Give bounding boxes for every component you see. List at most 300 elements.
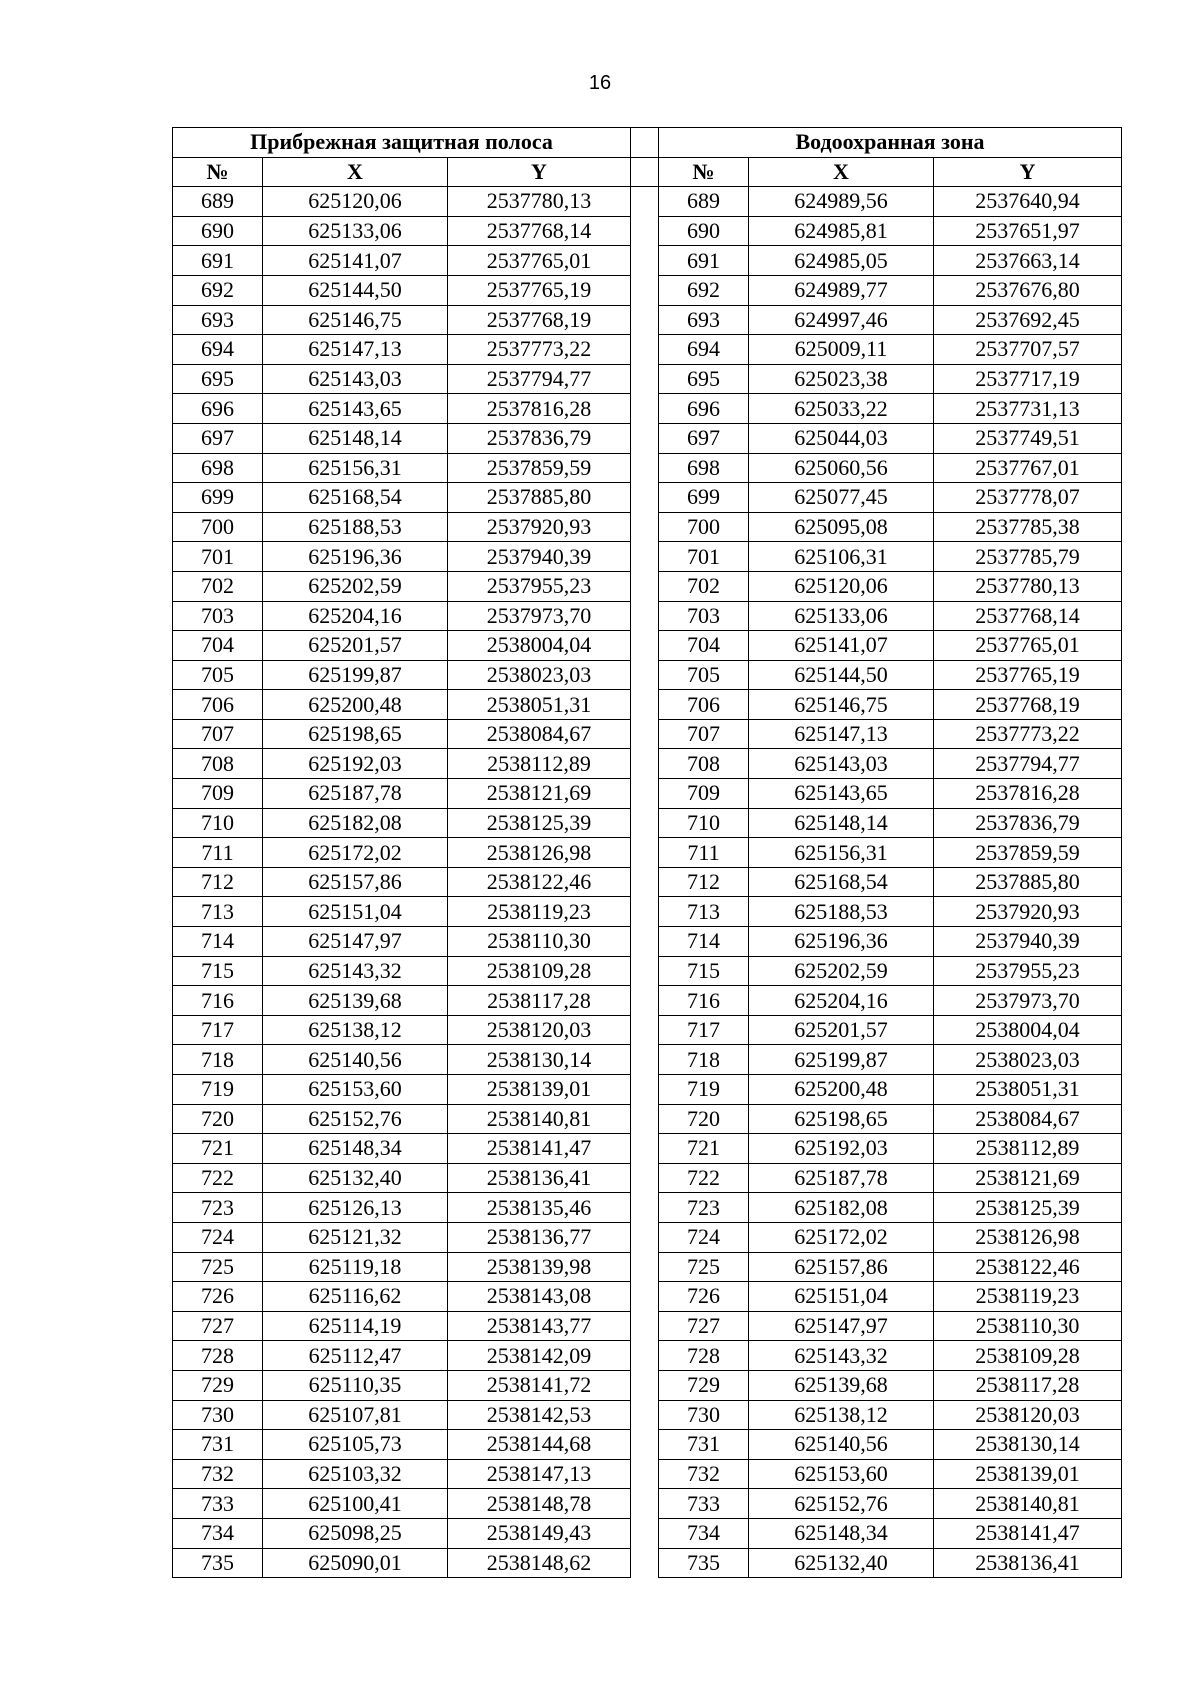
right-point-number: 714 [659, 927, 749, 957]
right-point-number: 695 [659, 364, 749, 394]
table-row [173, 719, 1122, 749]
left-x-value: 625107,81 [263, 1400, 448, 1430]
right-point-number: 734 [659, 1518, 749, 1548]
table-row [173, 512, 1122, 542]
right-y-value: 2537749,51 [934, 423, 1122, 453]
right-x-value: 625199,87 [749, 1045, 934, 1075]
right-point-number: 692 [659, 275, 749, 305]
right-point-number: 705 [659, 660, 749, 690]
left-y-value: 2537940,39 [448, 542, 631, 572]
column-gap [631, 986, 659, 1016]
column-gap [631, 1311, 659, 1341]
column-gap [631, 1015, 659, 1045]
left-y-value: 2538119,23 [448, 897, 631, 927]
right-x-value: 625148,14 [749, 808, 934, 838]
right-y-value: 2537920,93 [934, 897, 1122, 927]
column-gap [631, 1193, 659, 1223]
column-gap [631, 275, 659, 305]
table-row [173, 1015, 1122, 1045]
right-x-value: 625147,13 [749, 719, 934, 749]
column-gap [631, 542, 659, 572]
right-y-value: 2537676,80 [934, 275, 1122, 305]
right-y-value: 2538122,46 [934, 1252, 1122, 1282]
right-point-number: 712 [659, 867, 749, 897]
left-y-value: 2537768,19 [448, 305, 631, 335]
column-gap [631, 1518, 659, 1548]
right-header-number: № [659, 157, 749, 187]
column-gap [631, 1400, 659, 1430]
column-gap [631, 1075, 659, 1105]
left-section-title: Прибрежная защитная полоса [173, 128, 631, 158]
column-gap [631, 867, 659, 897]
column-gap [631, 749, 659, 779]
left-x-value: 625114,19 [263, 1311, 448, 1341]
right-y-value: 2538130,14 [934, 1430, 1122, 1460]
right-y-value: 2538004,04 [934, 1015, 1122, 1045]
left-point-number: 726 [173, 1282, 263, 1312]
left-x-value: 625143,03 [263, 364, 448, 394]
left-point-number: 705 [173, 660, 263, 690]
left-x-value: 625201,57 [263, 631, 448, 661]
left-point-number: 700 [173, 512, 263, 542]
left-point-number: 727 [173, 1311, 263, 1341]
table-row [173, 275, 1122, 305]
column-gap [631, 1252, 659, 1282]
column-gap [631, 1163, 659, 1193]
left-point-number: 703 [173, 601, 263, 631]
right-x-value: 625141,07 [749, 631, 934, 661]
column-gap [631, 808, 659, 838]
left-y-value: 2538120,03 [448, 1015, 631, 1045]
table-row [173, 808, 1122, 838]
table-row [173, 690, 1122, 720]
left-x-value: 625192,03 [263, 749, 448, 779]
left-point-number: 697 [173, 423, 263, 453]
column-gap [631, 246, 659, 276]
left-point-number: 704 [173, 631, 263, 661]
left-y-value: 2538148,62 [448, 1548, 631, 1578]
left-x-value: 625103,32 [263, 1459, 448, 1489]
right-point-number: 707 [659, 719, 749, 749]
left-x-value: 625182,08 [263, 808, 448, 838]
left-y-value: 2537765,01 [448, 246, 631, 276]
table-row [173, 1222, 1122, 1252]
column-gap [631, 157, 659, 187]
table-row [173, 1459, 1122, 1489]
table-row [173, 1370, 1122, 1400]
left-y-value: 2538125,39 [448, 808, 631, 838]
table-row [173, 749, 1122, 779]
left-x-value: 625141,07 [263, 246, 448, 276]
right-y-value: 2537940,39 [934, 927, 1122, 957]
section-title-row [173, 128, 1122, 158]
left-x-value: 625152,76 [263, 1104, 448, 1134]
left-y-value: 2537973,70 [448, 601, 631, 631]
left-y-value: 2538140,81 [448, 1104, 631, 1134]
right-point-number: 704 [659, 631, 749, 661]
column-gap [631, 216, 659, 246]
column-gap [631, 601, 659, 631]
left-x-value: 625100,41 [263, 1489, 448, 1519]
left-x-value: 625143,32 [263, 956, 448, 986]
column-gap [631, 335, 659, 365]
right-header-y: Y [934, 157, 1122, 187]
column-gap [631, 1341, 659, 1371]
right-y-value: 2538112,89 [934, 1134, 1122, 1164]
table-row [173, 1075, 1122, 1105]
right-x-value: 625133,06 [749, 601, 934, 631]
right-x-value: 625196,36 [749, 927, 934, 957]
right-point-number: 715 [659, 956, 749, 986]
right-y-value: 2538139,01 [934, 1459, 1122, 1489]
left-x-value: 625143,65 [263, 394, 448, 424]
left-x-value: 625140,56 [263, 1045, 448, 1075]
table-row [173, 1518, 1122, 1548]
right-point-number: 694 [659, 335, 749, 365]
left-point-number: 719 [173, 1075, 263, 1105]
right-y-value: 2538125,39 [934, 1193, 1122, 1223]
right-x-value: 624989,77 [749, 275, 934, 305]
right-x-value: 624985,81 [749, 216, 934, 246]
left-point-number: 722 [173, 1163, 263, 1193]
coordinates-table [172, 127, 1122, 1578]
right-x-value: 625198,65 [749, 1104, 934, 1134]
table-row [173, 897, 1122, 927]
column-gap [631, 1104, 659, 1134]
right-point-number: 723 [659, 1193, 749, 1223]
right-point-number: 719 [659, 1075, 749, 1105]
left-x-value: 625119,18 [263, 1252, 448, 1282]
left-x-value: 625120,06 [263, 187, 448, 217]
column-gap [631, 187, 659, 217]
right-x-value: 625143,32 [749, 1341, 934, 1371]
left-x-value: 625151,04 [263, 897, 448, 927]
right-point-number: 721 [659, 1134, 749, 1164]
left-y-value: 2538112,89 [448, 749, 631, 779]
right-point-number: 690 [659, 216, 749, 246]
table-row [173, 216, 1122, 246]
left-y-value: 2538126,98 [448, 838, 631, 868]
table-row [173, 246, 1122, 276]
left-x-value: 625168,54 [263, 483, 448, 513]
table-row [173, 483, 1122, 513]
column-gap [631, 1548, 659, 1578]
left-point-number: 713 [173, 897, 263, 927]
right-x-value: 625201,57 [749, 1015, 934, 1045]
table-row [173, 779, 1122, 809]
right-x-value: 625147,97 [749, 1311, 934, 1341]
left-x-value: 625199,87 [263, 660, 448, 690]
left-y-value: 2538142,09 [448, 1341, 631, 1371]
left-point-number: 707 [173, 719, 263, 749]
right-y-value: 2538126,98 [934, 1222, 1122, 1252]
left-x-value: 625148,14 [263, 423, 448, 453]
left-y-value: 2538142,53 [448, 1400, 631, 1430]
table-row [173, 1104, 1122, 1134]
right-y-value: 2537765,19 [934, 660, 1122, 690]
right-y-value: 2537663,14 [934, 246, 1122, 276]
left-y-value: 2537794,77 [448, 364, 631, 394]
right-x-value: 625143,65 [749, 779, 934, 809]
column-gap [631, 394, 659, 424]
table-row [173, 1400, 1122, 1430]
left-point-number: 691 [173, 246, 263, 276]
left-x-value: 625157,86 [263, 867, 448, 897]
left-y-value: 2538023,03 [448, 660, 631, 690]
left-y-value: 2538149,43 [448, 1518, 631, 1548]
right-point-number: 726 [659, 1282, 749, 1312]
right-x-value: 625132,40 [749, 1548, 934, 1578]
table-row [173, 335, 1122, 365]
right-point-number: 696 [659, 394, 749, 424]
left-y-value: 2538084,67 [448, 719, 631, 749]
left-x-value: 625126,13 [263, 1193, 448, 1223]
left-point-number: 699 [173, 483, 263, 513]
table-row [173, 542, 1122, 572]
column-gap [631, 1222, 659, 1252]
column-gap [631, 1489, 659, 1519]
table-row [173, 1193, 1122, 1223]
left-x-value: 625148,34 [263, 1134, 448, 1164]
right-y-value: 2538141,47 [934, 1518, 1122, 1548]
left-point-number: 729 [173, 1370, 263, 1400]
right-x-value: 624997,46 [749, 305, 934, 335]
left-x-value: 625116,62 [263, 1282, 448, 1312]
left-y-value: 2538147,13 [448, 1459, 631, 1489]
left-point-number: 694 [173, 335, 263, 365]
column-gap [631, 719, 659, 749]
table-row [173, 1134, 1122, 1164]
left-point-number: 717 [173, 1015, 263, 1045]
left-x-value: 625121,32 [263, 1222, 448, 1252]
right-x-value: 625095,08 [749, 512, 934, 542]
right-point-number: 724 [659, 1222, 749, 1252]
left-point-number: 733 [173, 1489, 263, 1519]
left-point-number: 712 [173, 867, 263, 897]
left-x-value: 625098,25 [263, 1518, 448, 1548]
right-point-number: 689 [659, 187, 749, 217]
left-header-number: № [173, 157, 263, 187]
right-y-value: 2538140,81 [934, 1489, 1122, 1519]
right-y-value: 2538110,30 [934, 1311, 1122, 1341]
left-x-value: 625147,97 [263, 927, 448, 957]
left-point-number: 735 [173, 1548, 263, 1578]
right-y-value: 2538023,03 [934, 1045, 1122, 1075]
left-y-value: 2538051,31 [448, 690, 631, 720]
table-row [173, 394, 1122, 424]
column-gap [631, 453, 659, 483]
left-point-number: 690 [173, 216, 263, 246]
table-row [173, 838, 1122, 868]
right-x-value: 625140,56 [749, 1430, 934, 1460]
right-x-value: 625060,56 [749, 453, 934, 483]
left-point-number: 702 [173, 571, 263, 601]
left-point-number: 720 [173, 1104, 263, 1134]
table-row [173, 571, 1122, 601]
left-y-value: 2538109,28 [448, 956, 631, 986]
right-x-value: 625044,03 [749, 423, 934, 453]
right-y-value: 2537778,07 [934, 483, 1122, 513]
column-gap [631, 956, 659, 986]
left-header-x: X [263, 157, 448, 187]
left-x-value: 625172,02 [263, 838, 448, 868]
left-x-value: 625200,48 [263, 690, 448, 720]
right-x-value: 625192,03 [749, 1134, 934, 1164]
left-point-number: 711 [173, 838, 263, 868]
right-point-number: 733 [659, 1489, 749, 1519]
right-point-number: 691 [659, 246, 749, 276]
right-x-value: 625144,50 [749, 660, 934, 690]
left-x-value: 625146,75 [263, 305, 448, 335]
right-x-value: 625188,53 [749, 897, 934, 927]
right-point-number: 725 [659, 1252, 749, 1282]
column-header-row [173, 157, 1122, 187]
left-y-value: 2538136,77 [448, 1222, 631, 1252]
right-x-value: 625153,60 [749, 1459, 934, 1489]
column-gap [631, 423, 659, 453]
right-y-value: 2538051,31 [934, 1075, 1122, 1105]
left-point-number: 710 [173, 808, 263, 838]
right-y-value: 2537816,28 [934, 779, 1122, 809]
table-row [173, 1311, 1122, 1341]
right-x-value: 625157,86 [749, 1252, 934, 1282]
right-point-number: 716 [659, 986, 749, 1016]
right-point-number: 729 [659, 1370, 749, 1400]
right-x-value: 625077,45 [749, 483, 934, 513]
left-x-value: 625105,73 [263, 1430, 448, 1460]
table-row [173, 187, 1122, 217]
left-point-number: 725 [173, 1252, 263, 1282]
table-row [173, 660, 1122, 690]
right-x-value: 624985,05 [749, 246, 934, 276]
left-y-value: 2537773,22 [448, 335, 631, 365]
right-y-value: 2538119,23 [934, 1282, 1122, 1312]
column-gap [631, 1282, 659, 1312]
column-gap [631, 1459, 659, 1489]
left-x-value: 625138,12 [263, 1015, 448, 1045]
column-gap [631, 128, 659, 158]
column-gap [631, 690, 659, 720]
left-y-value: 2538139,98 [448, 1252, 631, 1282]
table-row [173, 1548, 1122, 1578]
left-point-number: 701 [173, 542, 263, 572]
column-gap [631, 571, 659, 601]
table-row [173, 1430, 1122, 1460]
right-y-value: 2538109,28 [934, 1341, 1122, 1371]
column-gap [631, 897, 659, 927]
left-y-value: 2538136,41 [448, 1163, 631, 1193]
left-y-value: 2537765,19 [448, 275, 631, 305]
left-header-y: Y [448, 157, 631, 187]
left-y-value: 2537885,80 [448, 483, 631, 513]
table-row [173, 601, 1122, 631]
right-point-number: 697 [659, 423, 749, 453]
column-gap [631, 660, 659, 690]
left-x-value: 625198,65 [263, 719, 448, 749]
right-y-value: 2538084,67 [934, 1104, 1122, 1134]
left-point-number: 715 [173, 956, 263, 986]
right-point-number: 699 [659, 483, 749, 513]
right-y-value: 2537640,94 [934, 187, 1122, 217]
right-header-x: X [749, 157, 934, 187]
left-point-number: 730 [173, 1400, 263, 1430]
left-point-number: 718 [173, 1045, 263, 1075]
right-y-value: 2537859,59 [934, 838, 1122, 868]
right-x-value: 625200,48 [749, 1075, 934, 1105]
right-y-value: 2537794,77 [934, 749, 1122, 779]
table-body [173, 187, 1122, 1578]
left-y-value: 2537768,14 [448, 216, 631, 246]
right-x-value: 624989,56 [749, 187, 934, 217]
table-row [173, 631, 1122, 661]
right-point-number: 693 [659, 305, 749, 335]
table-row [173, 1282, 1122, 1312]
left-point-number: 728 [173, 1341, 263, 1371]
column-gap [631, 779, 659, 809]
right-point-number: 703 [659, 601, 749, 631]
right-x-value: 625182,08 [749, 1193, 934, 1223]
table-row [173, 1341, 1122, 1371]
right-x-value: 625106,31 [749, 542, 934, 572]
left-y-value: 2538144,68 [448, 1430, 631, 1460]
left-point-number: 693 [173, 305, 263, 335]
left-point-number: 714 [173, 927, 263, 957]
left-x-value: 625090,01 [263, 1548, 448, 1578]
right-y-value: 2537955,23 [934, 956, 1122, 986]
right-y-value: 2537836,79 [934, 808, 1122, 838]
left-x-value: 625188,53 [263, 512, 448, 542]
left-y-value: 2538135,46 [448, 1193, 631, 1223]
column-gap [631, 1370, 659, 1400]
right-x-value: 625168,54 [749, 867, 934, 897]
right-x-value: 625009,11 [749, 335, 934, 365]
left-y-value: 2537836,79 [448, 423, 631, 453]
table-row [173, 364, 1122, 394]
left-point-number: 731 [173, 1430, 263, 1460]
right-point-number: 728 [659, 1341, 749, 1371]
right-y-value: 2537885,80 [934, 867, 1122, 897]
right-y-value: 2537768,19 [934, 690, 1122, 720]
right-point-number: 720 [659, 1104, 749, 1134]
table-row [173, 1045, 1122, 1075]
left-x-value: 625156,31 [263, 453, 448, 483]
left-y-value: 2538004,04 [448, 631, 631, 661]
right-point-number: 710 [659, 808, 749, 838]
right-point-number: 727 [659, 1311, 749, 1341]
column-gap [631, 1134, 659, 1164]
right-x-value: 625156,31 [749, 838, 934, 868]
left-point-number: 695 [173, 364, 263, 394]
table-row [173, 1163, 1122, 1193]
right-y-value: 2538120,03 [934, 1400, 1122, 1430]
left-x-value: 625153,60 [263, 1075, 448, 1105]
table-row [173, 956, 1122, 986]
right-y-value: 2538136,41 [934, 1548, 1122, 1578]
table-row [173, 453, 1122, 483]
right-point-number: 706 [659, 690, 749, 720]
column-gap [631, 927, 659, 957]
left-point-number: 724 [173, 1222, 263, 1252]
right-point-number: 717 [659, 1015, 749, 1045]
left-y-value: 2538141,72 [448, 1370, 631, 1400]
left-y-value: 2537920,93 [448, 512, 631, 542]
right-x-value: 625148,34 [749, 1518, 934, 1548]
right-y-value: 2537651,97 [934, 216, 1122, 246]
right-x-value: 625151,04 [749, 1282, 934, 1312]
table-row [173, 927, 1122, 957]
right-section-title: Водоохранная зона [659, 128, 1122, 158]
left-y-value: 2537816,28 [448, 394, 631, 424]
